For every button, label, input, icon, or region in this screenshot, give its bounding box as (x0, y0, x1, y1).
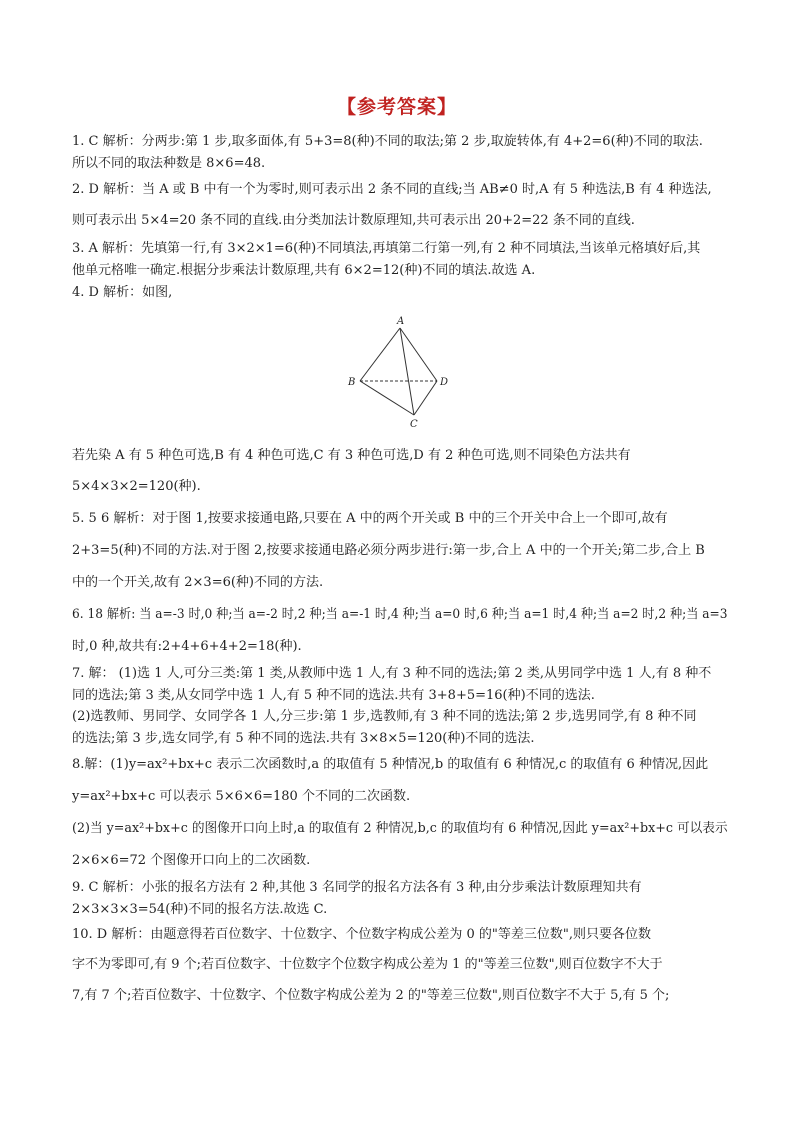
answer-line: 10. D 解析：由题意得若百位数字、十位数字、个位数字构成公差为 0 的"等差三位数",则只要各位数 (72, 927, 651, 942)
answer-line: 3. A 解析：先填第一行,有 3×2×1=6(种)不同填法,再填第二行第一列,有 2 种不同填法,当该单元格填好后,其 (72, 241, 701, 256)
answer-line: 中的一个开关,故有 2×3=6(种)不同的方法. (72, 575, 324, 590)
answer-line: 7. 解： (1)选 1 人,可分三类:第 1 类,从教师中选 1 人,有 3 种不同的选法;第 2 类,从男同学中选 1 人,有 8 种不 (72, 666, 712, 681)
tetrahedron-diagram (345, 312, 455, 432)
answer-line: y=ax²+bx+c 可以表示 5×6×6=180 个不同的二次函数. (72, 789, 411, 804)
answer-line: 同的选法;第 3 类,从女同学中选 1 人,有 5 种不同的选法.共有 3+8+5=16(种)不同的选法. (72, 688, 595, 703)
answer-line: 7,有 7 个;若百位数字、十位数字、个位数字构成公差为 2 的"等差三位数",则百位数字不大于 5,有 5 个; (72, 988, 670, 1003)
answer-line: 4. D 解析：如图, (72, 285, 173, 300)
answer-line: 则可表示出 5×4=20 条不同的直线.由分类加法计数原理知,共可表示出 20+2=22 条不同的直线. (72, 213, 635, 228)
answer-line: 若先染 A 有 5 种色可选,B 有 4 种色可选,C 有 3 种色可选,D 有 2 种色可选,则不同染色方法共有 (72, 448, 631, 463)
tetrahedron-figure (345, 312, 455, 432)
answer-line: 字不为零即可,有 9 个;若百位数字、十位数字个位数字构成公差为 1 的"等差三位数",则百位数字不大于 (72, 957, 663, 972)
answer-line: 的选法;第 3 步,选女同学,有 5 种不同的选法.共有 3×8×5=120(种)不同的选法. (72, 731, 535, 746)
answer-line: 1. C 解析：分两步:第 1 步,取多面体,有 5+3=8(种)不同的取法;第 2 步,取旋转体,有 4+2=6(种)不同的取法. (72, 134, 703, 149)
page-title: 【参考答案】 (336, 96, 457, 118)
answer-line: 他单元格唯一确定.根据分步乘法计数原理,共有 6×2=12(种)不同的填法.故选 A. (72, 263, 536, 278)
vertex-label-b: B (348, 377, 356, 388)
vertex-label-a: A (397, 316, 405, 327)
answer-line: 9. C 解析：小张的报名方法有 2 种,其他 3 名同学的报名方法各有 3 种,由分步乘法计数原理知共有 (72, 880, 642, 895)
answer-line: 2+3=5(种)不同的方法.对于图 2,按要求接通电路必须分两步进行:第一步,合上 A 中的一个开关;第二步,合上 B (72, 543, 705, 558)
answer-line: 5×4×3×2=120(种). (72, 479, 201, 494)
vertex-label-c: C (410, 419, 418, 430)
answer-line: 时,0 种,故共有:2+4+6+4+2=18(种). (72, 639, 302, 654)
answer-line: 2×6×6=72 个图像开口向上的二次函数. (72, 853, 311, 868)
answer-line: 5. 5 6 解析：对于图 1,按要求接通电路,只要在 A 中的两个开关或 B 中的三个开关中合上一个即可,故有 (72, 511, 668, 526)
answer-line: 所以不同的取法种数是 8×6=48. (72, 156, 266, 171)
answer-line: 6. 18 解析: 当 a=-3 时,0 种;当 a=-2 时,2 种;当 a=-1 时,4 种;当 a=0 时,6 种;当 a=1 时,4 种;当 a=2 时,2 种;当 a=3 (72, 607, 728, 622)
answer-line: (2)选教师、男同学、女同学各 1 人,分三步:第 1 步,选教师,有 3 种不同的选法;第 2 步,选男同学,有 8 种不同 (72, 709, 697, 724)
vertex-label-d: D (440, 377, 449, 388)
answer-line: 8.解：(1)y=ax²+bx+c 表示二次函数时,a 的取值有 5 种情况,b 的取值有 6 种情况,c 的取值有 6 种情况,因此 (72, 757, 709, 772)
answer-line: (2)当 y=ax²+bx+c 的图像开口向上时,a 的取值有 2 种情况,b,c 的取值均有 6 种情况,因此 y=ax²+bx+c 可以表示 (72, 821, 728, 836)
answer-line: 2×3×3×3=54(种)不同的报名方法.故选 C. (72, 902, 328, 917)
answer-line: 2. D 解析：当 A 或 B 中有一个为零时,则可表示出 2 条不同的直线;当 AB≠0 时,A 有 5 种选法,B 有 4 种选法, (72, 182, 712, 197)
